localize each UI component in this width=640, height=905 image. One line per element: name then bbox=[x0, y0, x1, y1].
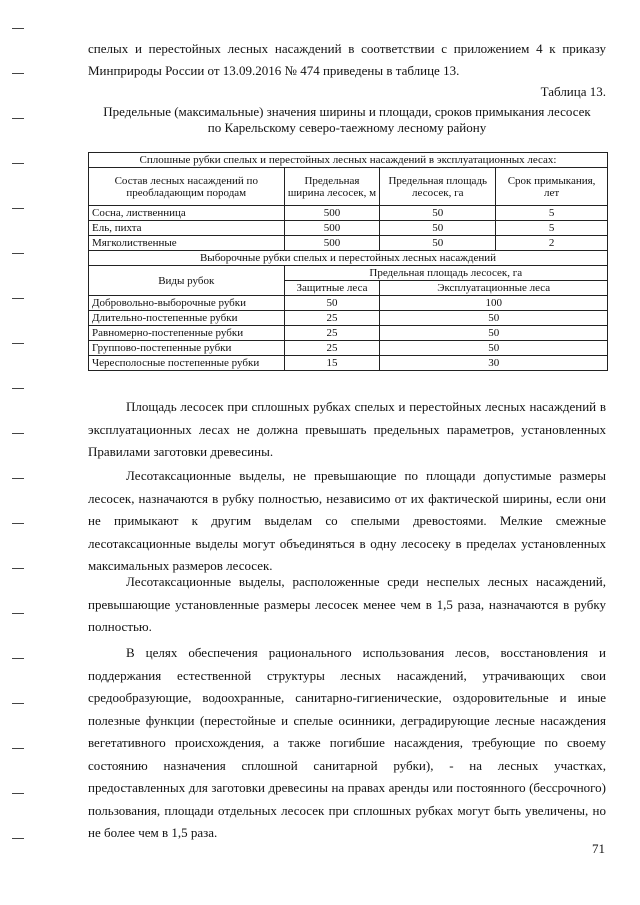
margin-mark bbox=[12, 388, 24, 389]
margin-mark bbox=[12, 208, 24, 209]
margin-mark bbox=[12, 793, 24, 794]
col-exploit-header: Эксплуатационные леса bbox=[380, 281, 608, 296]
paragraph-3: Лесотаксационные выделы, расположенные среди неспелых лесных насаждений, превышающие установленные размеры лесосек менее чем в 1,5 раза, назначаются в рубку полностью. bbox=[88, 574, 606, 634]
margin-mark bbox=[12, 298, 24, 299]
margin-mark bbox=[12, 478, 24, 479]
table-label: Таблица 13. bbox=[540, 84, 606, 99]
exploit-cell: 100 bbox=[380, 296, 608, 311]
table-row bbox=[89, 236, 608, 251]
margin-mark bbox=[12, 73, 24, 74]
margin-mark bbox=[12, 838, 24, 839]
col-width-header: Предельная ширина лесосек, м bbox=[284, 168, 380, 206]
table-title bbox=[88, 104, 606, 136]
col-protective-header: Защитные леса bbox=[284, 281, 380, 296]
area-cell: 50 bbox=[380, 206, 496, 221]
table-title-line-1: Предельные (максимальные) значения ширины и площади, сроков примыкания лесосек bbox=[103, 104, 591, 119]
width-cell: 500 bbox=[284, 236, 380, 251]
exploit-cell: 50 bbox=[380, 311, 608, 326]
paragraph-4: В целях обеспечения рационального использования лесов, восстановления и поддержания естественной структуры лесных насаждений, утрачивающих свои средообразующие, водоохранные, санитарно-гигиенические, оздоровительные и иные полезные функции (перестойные и спелые осинники, деградирующие лесные насаждения вегетативного происхождения, а также погибшие насаждения, требующие по своему состоянию назначения сплошной санитарной рубки), - на лесных участках, предоставленных для заготовки древесины на правах аренды или постоянного (бессрочного) пользования, площади отдельных лесосек при сплошных рубках могут быть увеличены, но не более чем в 1,5 раза. bbox=[88, 645, 606, 840]
page-number: 71 bbox=[592, 841, 605, 856]
table-row bbox=[89, 356, 608, 371]
area-cell: 50 bbox=[380, 236, 496, 251]
table-title-line-2: по Карельскому северо-таежному лесному району bbox=[207, 120, 487, 135]
paragraph-2: Лесотаксационные выделы, не превышающие по площади допустимые размеры лесосек, назначаются в рубку полностью, независимо от их фактической ширины, если они не примыкают к другим выделам со спелыми древостоями. Мелкие смежные лесотаксационные выделы могут объединяться в одну лесосеку в пределах установленных максимальных размеров лесосек. bbox=[88, 468, 606, 573]
cut-type-cell: Добровольно-выборочные рубки bbox=[89, 296, 285, 311]
area-cell: 50 bbox=[380, 221, 496, 236]
exploit-cell: 50 bbox=[380, 341, 608, 356]
species-cell: Мягколиственные bbox=[89, 236, 285, 251]
exploit-cell: 50 bbox=[380, 326, 608, 341]
binding-margin-marks bbox=[12, 0, 26, 905]
species-cell: Сосна, лиственница bbox=[89, 206, 285, 221]
col-term-header: Срок примыкания, лет bbox=[496, 168, 608, 206]
table-row bbox=[89, 326, 608, 341]
table-row bbox=[89, 296, 608, 311]
margin-mark bbox=[12, 163, 24, 164]
intro-line-1: спелых и перестойных лесных насаждений в соответствии с приложением 4 к приказу bbox=[88, 41, 606, 56]
protective-cell: 25 bbox=[284, 326, 380, 341]
width-cell: 500 bbox=[284, 221, 380, 236]
table-row bbox=[89, 221, 608, 236]
col-types-header: Виды рубок bbox=[89, 266, 285, 296]
col-composition-header: Состав лесных насаждений по преобладающим породам bbox=[89, 168, 285, 206]
margin-mark bbox=[12, 343, 24, 344]
species-cell: Ель, пихта bbox=[89, 221, 285, 236]
width-cell: 500 bbox=[284, 206, 380, 221]
protective-cell: 15 bbox=[284, 356, 380, 371]
limits-table bbox=[88, 152, 608, 371]
margin-mark bbox=[12, 118, 24, 119]
margin-mark bbox=[12, 748, 24, 749]
margin-mark bbox=[12, 613, 24, 614]
section-clear-cut-header: Сплошные рубки спелых и перестойных лесных насаждений в эксплуатационных лесах: bbox=[89, 153, 608, 168]
table-row bbox=[89, 341, 608, 356]
section-selective-header: Выборочные рубки спелых и перестойных лесных насаждений bbox=[89, 251, 608, 266]
table-row bbox=[89, 311, 608, 326]
term-cell: 2 bbox=[496, 236, 608, 251]
margin-mark bbox=[12, 433, 24, 434]
margin-mark bbox=[12, 28, 24, 29]
protective-cell: 25 bbox=[284, 311, 380, 326]
cut-type-cell: Группово-постепенные рубки bbox=[89, 341, 285, 356]
col-limit-area-header: Предельная площадь лесосек, га bbox=[284, 266, 607, 281]
term-cell: 5 bbox=[496, 221, 608, 236]
protective-cell: 50 bbox=[284, 296, 380, 311]
col-area-header: Предельная площадь лесосек, га bbox=[380, 168, 496, 206]
margin-mark bbox=[12, 568, 24, 569]
margin-mark bbox=[12, 523, 24, 524]
cut-type-cell: Чересполосные постепенные рубки bbox=[89, 356, 285, 371]
margin-mark bbox=[12, 703, 24, 704]
margin-mark bbox=[12, 253, 24, 254]
intro-line-2: Минприроды России от 13.09.2016 № 474 приведены в таблице 13. bbox=[88, 63, 460, 78]
exploit-cell: 30 bbox=[380, 356, 608, 371]
protective-cell: 25 bbox=[284, 341, 380, 356]
cut-type-cell: Длительно-постепенные рубки bbox=[89, 311, 285, 326]
table-row bbox=[89, 206, 608, 221]
paragraph-1: Площадь лесосек при сплошных рубках спелых и перестойных лесных насаждений в эксплуатационных лесах не должна превышать предельных параметров, установленных Правилами заготовки древесины. bbox=[88, 399, 606, 459]
margin-mark bbox=[12, 658, 24, 659]
term-cell: 5 bbox=[496, 206, 608, 221]
cut-type-cell: Равномерно-постепенные рубки bbox=[89, 326, 285, 341]
